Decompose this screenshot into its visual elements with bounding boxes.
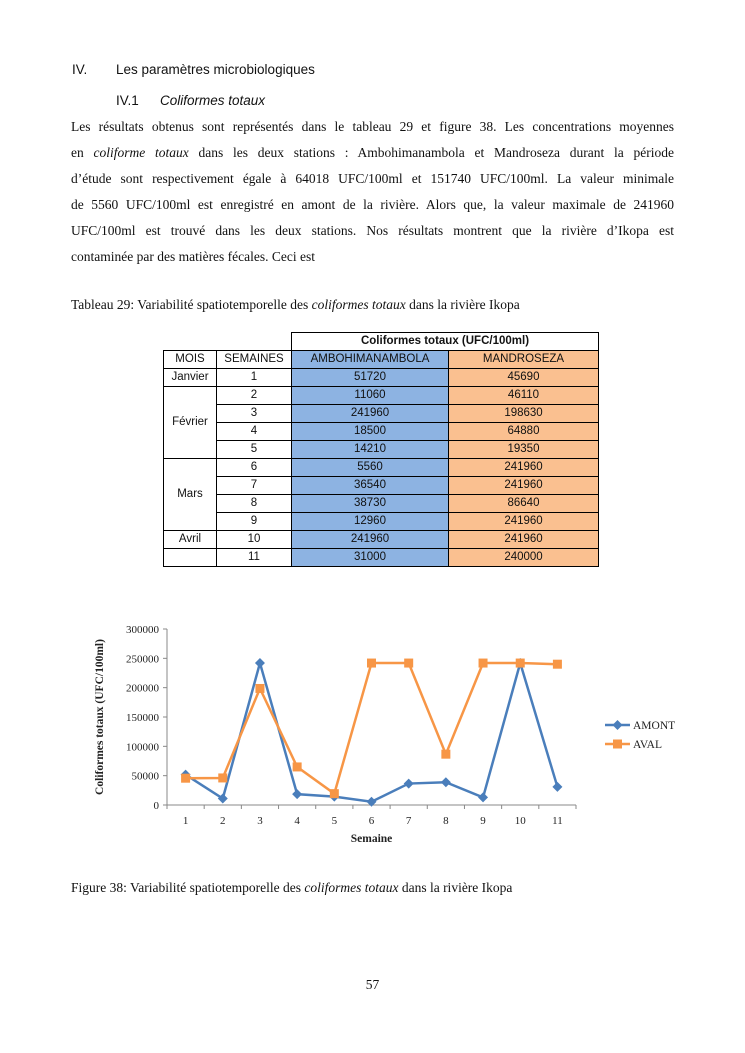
y-tick-label: 150000 (126, 712, 159, 724)
aval-cell: 241960 (449, 477, 599, 495)
month-cell: Avril (164, 531, 217, 549)
x-tick-label: 6 (368, 815, 375, 827)
aval-cell: 64880 (449, 423, 599, 441)
month-cell: Février (164, 387, 217, 459)
figure-caption (71, 880, 512, 896)
legend-label-amont: AMONT (633, 720, 676, 732)
subsection-title: Coliformes totaux (160, 93, 266, 108)
data-point-aval (553, 660, 562, 669)
amont-cell: 14210 (292, 441, 449, 459)
x-tick-label: 7 (405, 815, 412, 827)
amont-cell: 11060 (292, 387, 449, 405)
caption-italic: coliformes totaux (311, 297, 406, 312)
semaine-cell: 9 (217, 513, 292, 531)
x-tick-label: 4 (294, 815, 300, 827)
month-cell: Mars (164, 459, 217, 531)
semaine-cell: 2 (217, 387, 292, 405)
aval-cell: 241960 (449, 459, 599, 477)
body-paragraph (71, 114, 674, 270)
data-point-aval (479, 659, 488, 668)
data-point-aval (255, 684, 264, 693)
y-tick-label: 300000 (126, 624, 159, 636)
amont-cell: 31000 (292, 549, 449, 567)
semaine-cell: 8 (217, 495, 292, 513)
x-tick-label: 5 (331, 815, 338, 827)
amont-cell: 5560 (292, 459, 449, 477)
data-point-aval (441, 750, 450, 759)
data-point-aval (293, 762, 302, 771)
aval-cell: 198630 (449, 405, 599, 423)
semaine-cell: 4 (217, 423, 292, 441)
header-aval: MANDROSEZA (449, 351, 599, 369)
legend-marker-aval (613, 740, 622, 749)
header-amont: AMBOHIMANAMBOLA (292, 351, 449, 369)
semaine-cell: 6 (217, 459, 292, 477)
semaine-cell: 10 (217, 531, 292, 549)
semaine-cell: 3 (217, 405, 292, 423)
table-caption (71, 297, 520, 313)
x-tick-label: 1 (182, 815, 189, 827)
data-point-aval (330, 789, 339, 798)
data-point-aval (404, 659, 413, 668)
data-point-aval (367, 659, 376, 668)
aval-cell: 46110 (449, 387, 599, 405)
data-point-amont (441, 777, 451, 787)
amont-cell: 38730 (292, 495, 449, 513)
month-cell: Janvier (164, 369, 217, 387)
aval-cell: 19350 (449, 441, 599, 459)
page-number: 57 (365, 977, 380, 992)
subsection-heading (116, 93, 265, 108)
paragraph-line: contaminée par des matières fécales. Ceci est (71, 249, 316, 264)
data-point-aval (218, 773, 227, 782)
x-tick-label: 2 (220, 815, 226, 827)
y-tick-label: 0 (153, 800, 159, 812)
aval-cell: 45690 (449, 369, 599, 387)
month-cell-empty (164, 549, 217, 567)
amont-cell: 241960 (292, 531, 449, 549)
amont-cell: 36540 (292, 477, 449, 495)
caption-text: Figure 38: Variabilité spatiotemporelle des (71, 880, 305, 895)
caption-text: dans la rivière Ikopa (398, 880, 513, 895)
subsection-number: IV.1 (116, 93, 139, 108)
data-point-amont (552, 782, 562, 792)
x-tick-label: 3 (257, 815, 263, 827)
amont-cell: 51720 (292, 369, 449, 387)
coliformes-table (163, 332, 599, 567)
data-point-aval (516, 659, 525, 668)
legend-label-aval: AVAL (633, 739, 662, 751)
section-number: IV. (72, 62, 88, 77)
data-point-aval (181, 774, 190, 783)
semaine-cell: 5 (217, 441, 292, 459)
y-tick-label: 200000 (126, 682, 159, 695)
semaine-cell: 7 (217, 477, 292, 495)
header-mois: MOIS (164, 351, 217, 369)
group-header: Coliformes totaux (UFC/100ml) (292, 333, 599, 351)
y-tick-label: 250000 (126, 653, 159, 666)
paragraph-line: UFC/100ml est trouvé dans les deux stations. Nos résultats montrent que la rivière d’Ikopa est (71, 223, 674, 238)
paragraph-line (71, 140, 674, 166)
paragraph-line: de 5560 UFC/100ml est enregistré en amont de la rivière. Alors que, la valeur maximale de 241960 (71, 197, 674, 212)
x-tick-label: 10 (514, 815, 526, 827)
aval-cell: 241960 (449, 531, 599, 549)
x-tick-label: 9 (480, 815, 486, 827)
aval-cell: 240000 (449, 549, 599, 567)
section-title: Les paramètres microbiologiques (116, 62, 315, 77)
line-chart (0, 612, 745, 872)
header-semaines: SEMAINES (217, 351, 292, 369)
paragraph-italic-term: coliforme totaux (93, 145, 189, 160)
data-point-amont (404, 779, 414, 789)
paragraph-text: en (71, 145, 94, 160)
paragraph-line: Les résultats obtenus sont représentés dans le tableau 29 et figure 38. Les concentrations moyennes (71, 119, 674, 134)
aval-cell: 241960 (449, 513, 599, 531)
x-axis-label: Semaine (350, 833, 393, 845)
amont-cell: 18500 (292, 423, 449, 441)
x-tick-label: 11 (552, 815, 563, 827)
data-point-amont (478, 792, 488, 802)
caption-text: dans la rivière Ikopa (405, 297, 520, 312)
y-tick-label: 50000 (131, 770, 159, 783)
semaine-cell: 1 (217, 369, 292, 387)
aval-cell: 86640 (449, 495, 599, 513)
caption-text: Tableau 29: Variabilité spatiotemporelle des (71, 297, 312, 312)
amont-cell: 241960 (292, 405, 449, 423)
semaine-cell: 11 (217, 549, 292, 567)
y-axis-label: Coliformes totaux (UFC/100ml) (94, 639, 106, 795)
paragraph-line: d’étude sont respectivement égale à 64018 UFC/100ml et 151740 UFC/100ml. La valeur minimale (71, 171, 674, 186)
legend-marker-amont (613, 720, 623, 730)
section-heading (72, 62, 315, 77)
data-point-amont (255, 658, 265, 668)
y-tick-label: 100000 (126, 741, 159, 754)
x-tick-label: 8 (443, 815, 449, 827)
data-point-amont (292, 789, 302, 799)
amont-cell: 12960 (292, 513, 449, 531)
caption-italic: coliformes totaux (304, 880, 399, 895)
paragraph-text: dans les deux stations : Ambohimanambola et Mandroseza durant la période (188, 145, 675, 160)
